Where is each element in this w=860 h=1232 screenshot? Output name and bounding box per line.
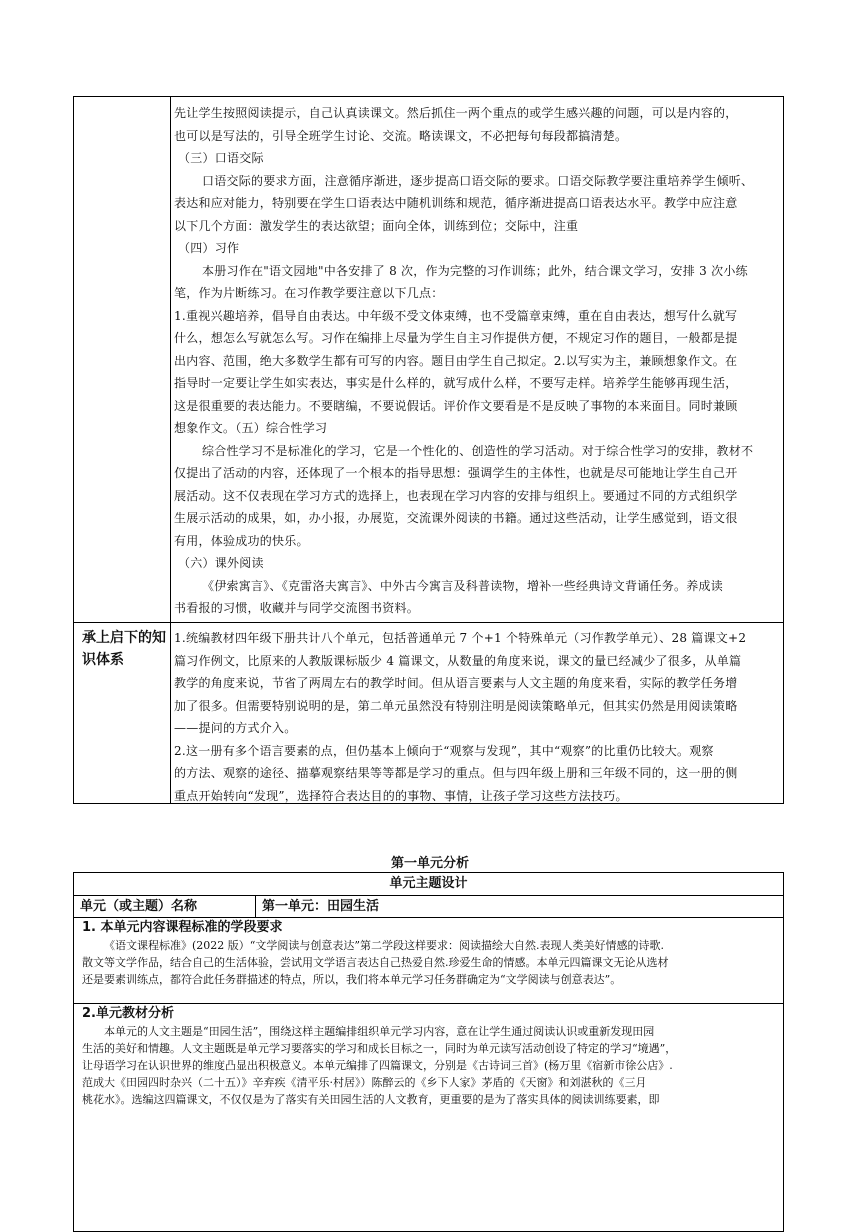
text-line: 书看报的习惯，收藏并与同学交流图书资料。 [174, 601, 420, 615]
text-line: 散文等文学作品，结合自己的生活体验，尝试用文学语言表达自己热爱自然.珍爱生命的情感。本单元四篇课文无论从选材 [82, 956, 669, 969]
text-line: 1.统编教材四年级下册共计八个单元，包括普通单元 7 个+1 个特殊单元（习作教学单元）、28 篇课文+2 [174, 631, 747, 645]
text-line: 本单元的人文主题是“田园生活”，围绕这样主题编排组织单元学习内容，意在让学生通过阅读认识或重新发现田园 [104, 1025, 655, 1038]
teaching-suggestions-cell [174, 102, 780, 620]
text-line: 教学的角度来说，节省了两周左右的教学时间。但从语言要素与人文主题的角度来看，实际的教学任务增 [174, 676, 738, 690]
text-line: 出内容、范围，绝大多数学生都有可写的内容。题目由学生自己拟定。2.以写实为主，兼顾想象作文。在 [174, 353, 738, 368]
textbook-analysis-body [82, 1023, 782, 1108]
text-line: 的方法、观察的途径、描摹观察结果等等都是学习的重点。但与四年级上册和三年级不同的，这一册的侧 [174, 766, 738, 780]
subheading-extracurricular-reading: （六）课外阅读 [178, 556, 264, 570]
text-line: 生活的美好和情趣。人文主题既是单元学习要落实的学习和成长目标之一，同时为单元读写活动创设了特定的学习“境遇”， [82, 1042, 677, 1055]
text-line: 想象作文。（五）综合性学习 [174, 421, 328, 435]
text-line: 什么，想怎么写就怎么写。习作在编排上尽量为学生自主习作提供方便，不规定习作的题目，一般都是提 [174, 331, 738, 345]
text-line: 《伊索寓言》、《克雷洛夫寓言》、中外古今寓言及科普读物，增补一些经典诗文背诵任务。养成读 [202, 578, 724, 593]
curriculum-table [73, 96, 784, 804]
text-line: 篇习作例文，比原来的人教版课标版少 4 篇课文，从数量的角度来说，课文的量已经减少了很多，从单篇 [174, 653, 742, 668]
curriculum-standard-heading: 1. 本单元内容课程标准的学段要求 [82, 920, 283, 935]
text-line: 口语交际的要求方面，注意循序渐进，逐步提高口语交际的要求。口语交际教学要注重培养学生倾听、 [202, 173, 754, 188]
text-line: 也可以是写法的，引导全班学生讨论、交流。略读课文，不必把每句每段都搞清楚。 [174, 128, 628, 143]
text-line: 笔，作为片断练习。在习作教学要注意以下几点： [174, 286, 444, 300]
text-line: 重点开始转向“发现”，选择符合表达目的的事物、事情，让孩子学习这些方法技巧。 [174, 788, 628, 803]
text-line: 生展示活动的成果，如，办小报，办展览，交流课外阅读的书籍。通过这些活动，让学生感觉到，语文很 [174, 511, 738, 525]
unit-name-value: 第一单元：田园生活 [262, 899, 380, 914]
unit-design-table [73, 872, 784, 1232]
text-line: 桃花水》。选编这四篇课文，不仅仅是为了落实有关田园生活的人文教育，更重要的是为了落实具体的阅读训练要素，即 [82, 1093, 660, 1106]
table-row-divider [74, 1003, 783, 1004]
text-line: 还是要素训练点，都符合此任务群描述的特点，所以，我们将本单元学习任务群确定为“文学阅读与创意表达”。 [82, 973, 622, 986]
knowledge-system-cell [174, 627, 780, 807]
text-line: 表达和应对能力，特别要在学生口语表达中随机训练和规范，循序渐进提高口语表达水平。教学中应注意 [174, 196, 738, 210]
text-line: 加了很多。但需要特别说明的是，第二单元虽然没有特别注明是阅读策略单元，但其实仍然是用阅读策略 [174, 698, 738, 713]
text-line: 有用，体验成功的快乐。 [174, 533, 309, 548]
section-title: 第一单元分析 [390, 856, 469, 871]
table-column-divider [255, 895, 256, 917]
text-line: 指导时一定要让学生如实表达，事实是什么样的，就写成什么样，不要写走样。培养学生能够再现生活， [174, 376, 738, 390]
text-line: 《语文课程标准》(2022 版）“文学阅读与创意表达”第二学段这样要求：阅读描绘大自然.表现人类美好情感的诗歌. [104, 939, 665, 952]
knowledge-system-label: 承上启下的知识体系 [82, 630, 166, 668]
table-row-divider [74, 622, 783, 623]
text-line: 范成大《田园四时杂兴（二十五）》辛弃疾《清平乐·村居》）陈醉云的《乡下人家》茅盾的《天窗》和刘湛秋的《三月 [82, 1076, 647, 1089]
text-line: 2.这一册有多个语言要素的点，但仍基本上倾向于“观察与发现”，其中“观察”的比重仍比较大。观察 [174, 743, 714, 758]
text-line: 展活动。这不仅表现在学习方式的选择上，也表现在学习内容的安排与组织上。要通过不同的方式组织学 [174, 488, 738, 503]
text-line: 本册习作在"语文园地"中各安排了 8 次，作为完整的习作训练；此外，结合课文学习，安排 3 次小练 [202, 263, 748, 278]
text-line: 先让学生按照阅读提示，自己认真读课文。然后抓住一两个重点的或学生感兴趣的问题，可以是内容的， [174, 106, 738, 120]
text-line: 这是很重要的表达能力。不要瞎编，不要说假话。评价作文要看是不是反映了事物的本来面目。同时兼顾 [174, 398, 738, 413]
text-line: ——提问的方式介入。 [174, 721, 297, 735]
text-line: 以下几个方面：激发学生的表达欲望；面向全体，训练到位；交际中，注重 [174, 218, 579, 233]
curriculum-standard-body [82, 937, 782, 988]
text-line: 1.重视兴趣培养，倡导自由表达。中年级不受文体束缚，也不受篇章束缚，重在自由表达，想写什么就写 [174, 308, 738, 323]
table-column-divider [170, 97, 171, 803]
subheading-writing: （四）习作 [178, 241, 240, 255]
unit-name-label: 单元（或主题）名称 [80, 899, 198, 914]
subheading-oral-communication: （三）口语交际 [178, 151, 264, 165]
text-line: 仅提出了活动的内容，还体现了一个根本的指导思想：强调学生的主体性，也就是尽可能地让学生自己开 [174, 466, 738, 480]
textbook-analysis-heading: 2.单元教材分析 [82, 1006, 174, 1021]
text-line: 综合性学习不是标准化的学习，它是一个性化的、创造性的学习活动。对于综合性学习的安排，教材不 [202, 443, 754, 458]
table-header: 单元主题设计 [389, 876, 468, 891]
text-line: 让母语学习在认识世界的维度凸显出积极意义。本单元编排了四篇课文，分别是《古诗词三首》(杨万里《宿新市徐公店》. [82, 1059, 673, 1072]
